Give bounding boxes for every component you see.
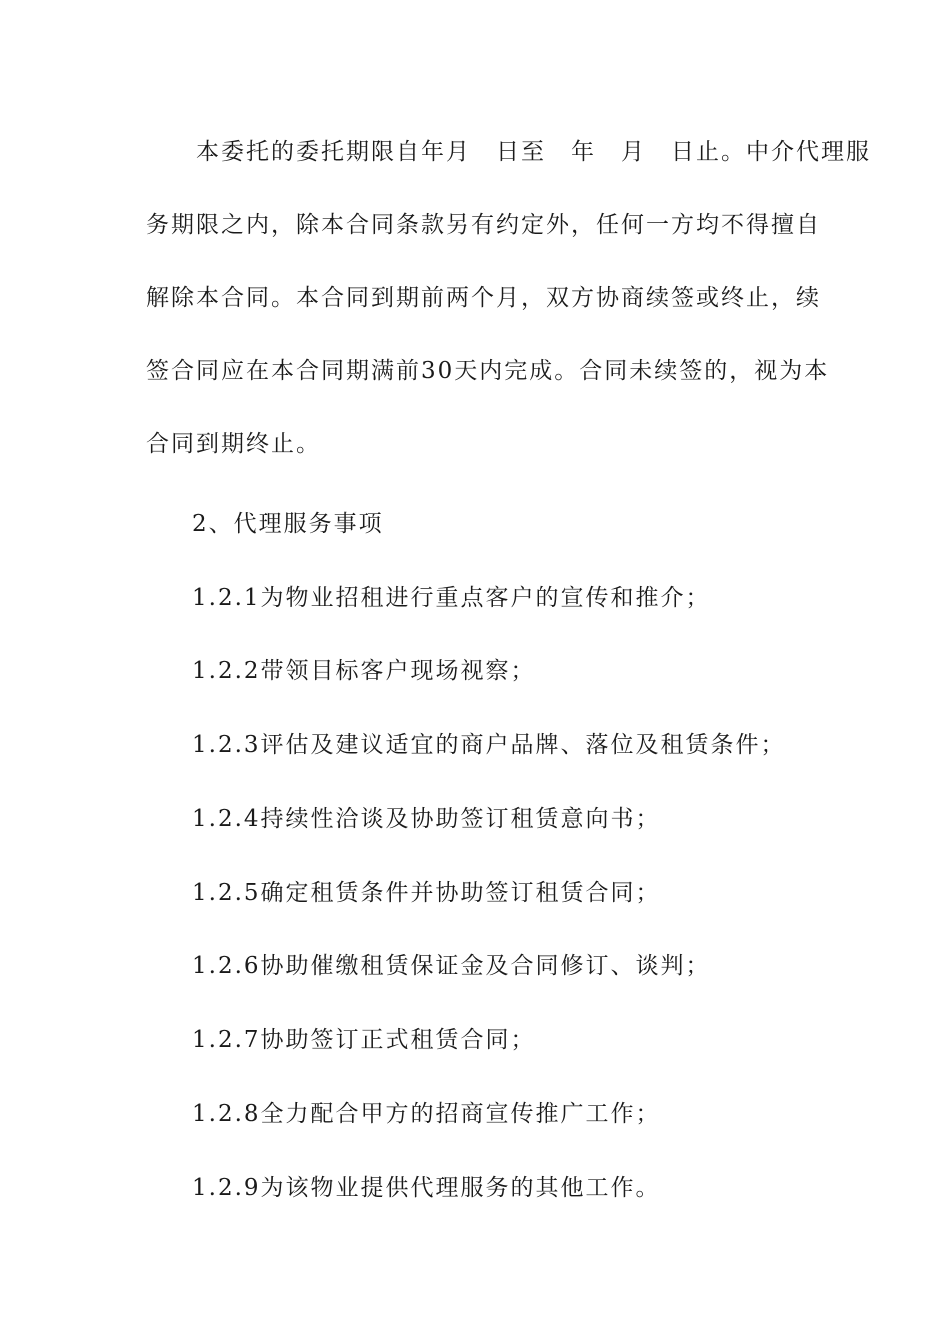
- paragraph-line: 本委托的委托期限自年月 日至 年 月 日止。中介代理服: [146, 139, 871, 165]
- list-item: 1.2.4持续性洽谈及协助签订租赁意向书；: [192, 806, 661, 832]
- paragraph-line: 解除本合同。本合同到期前两个月，双方协商续签或终止，续: [146, 285, 821, 311]
- list-item: 1.2.9为该物业提供代理服务的其他工作。: [192, 1175, 661, 1201]
- paragraph-line: 签合同应在本合同期满前30天内完成。合同未续签的，视为本: [146, 358, 830, 384]
- paragraph-line: 务期限之内，除本合同条款另有约定外，任何一方均不得擅自: [146, 212, 821, 238]
- intro-paragraph: [146, 136, 871, 501]
- list-item: 1.2.7协助签订正式租赁合同；: [192, 1027, 536, 1053]
- list-item: 1.2.5确定租赁条件并协助签订租赁合同；: [192, 880, 661, 906]
- section-heading: 2、代理服务事项: [192, 511, 384, 537]
- list-item: 1.2.1为物业招租进行重点客户的宣传和推介；: [192, 585, 711, 611]
- list-item: 1.2.3评估及建议适宜的商户品牌、落位及租赁条件；: [192, 732, 786, 758]
- list-item: 1.2.6协助催缴租赁保证金及合同修订、谈判；: [192, 953, 711, 979]
- paragraph-line: 合同到期终止。: [146, 431, 321, 457]
- list-item: 1.2.2带领目标客户现场视察；: [192, 658, 536, 684]
- list-item: 1.2.8全力配合甲方的招商宣传推广工作；: [192, 1101, 661, 1127]
